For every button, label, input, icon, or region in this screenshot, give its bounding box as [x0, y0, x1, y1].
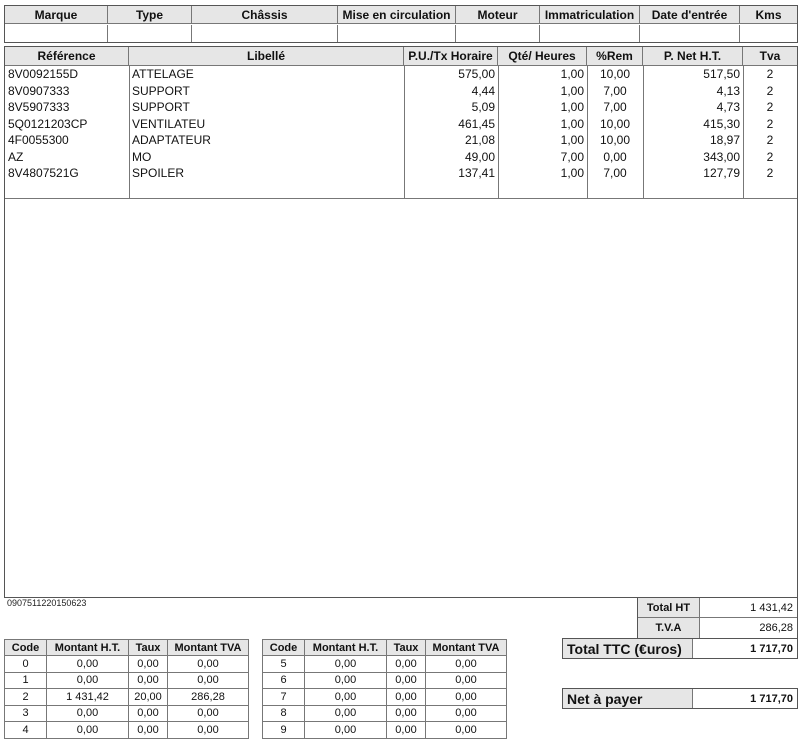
line-net: 18,97: [709, 133, 740, 147]
vat-cell: 2: [5, 689, 47, 706]
col-net: P. Net H.T.: [643, 47, 743, 65]
total-ht-value: 1 431,42: [750, 602, 793, 614]
col-libelle: Libellé: [129, 47, 404, 65]
vat-row: [263, 705, 507, 722]
vat-col-code: Code: [263, 640, 305, 656]
vat-cell: 0,00: [305, 689, 387, 706]
line-item-row: [5, 132, 797, 149]
line-tva: 2: [766, 166, 774, 180]
line-item-row: [5, 83, 797, 100]
vat-cell: 0,00: [305, 672, 387, 689]
line-label: MO: [132, 149, 152, 164]
vat-cell: 0,00: [305, 705, 387, 722]
line-label: ADAPTATEUR: [132, 133, 211, 147]
net-a-payer-value: 1 717,70: [750, 692, 793, 705]
line-tva: 2: [766, 116, 774, 131]
vat-cell: 7: [263, 689, 305, 706]
vat-cell: 20,00: [129, 689, 168, 706]
line-item-row: [5, 99, 797, 116]
line-net: 343,00: [703, 149, 740, 164]
total-ht-label: Total HT: [638, 598, 700, 617]
line-tva: 2: [766, 149, 774, 164]
vat-row: [5, 722, 249, 739]
vat-cell: 0,00: [129, 672, 168, 689]
line-net: 4,73: [716, 100, 740, 114]
total-tva-row: [638, 618, 797, 638]
line-ref: 8V5907333: [8, 100, 70, 114]
line-ref: 8V0092155D: [8, 67, 79, 81]
value-type: [108, 25, 192, 42]
value-kms: [740, 25, 797, 42]
vehicle-info-table: [4, 5, 798, 43]
line-ref: AZ: [8, 149, 24, 164]
line-tva: 2: [766, 133, 774, 147]
line-label: ATTELAGE: [132, 67, 194, 81]
vat-cell: 3: [5, 705, 47, 722]
line-qty: 1,00: [560, 67, 584, 81]
vat-cell: 0,00: [387, 689, 426, 706]
net-a-payer-label: Net à payer: [563, 689, 693, 708]
vat-cell: 0,00: [168, 722, 249, 739]
line-rem: 7,00: [603, 166, 627, 180]
vat-row: [263, 656, 507, 673]
line-rem: 10,00: [599, 116, 631, 131]
total-ttc-box: [562, 638, 798, 659]
net-a-payer-box: [562, 688, 798, 709]
value-marque: [5, 25, 108, 42]
vat-cell: 0,00: [129, 656, 168, 673]
line-pu: 4,44: [471, 83, 495, 98]
line-item-row: [5, 165, 797, 182]
vat-cell: 0,00: [387, 722, 426, 739]
line-net: 415,30: [703, 116, 740, 131]
vat-cell: 0,00: [426, 672, 507, 689]
vat-col-montant-tva: Montant TVA: [426, 640, 507, 656]
vat-cell: 0,00: [168, 672, 249, 689]
line-ref: 4F0055300: [8, 133, 69, 147]
line-pu: 461,45: [458, 116, 495, 131]
line-label: VENTILATEU: [132, 116, 206, 131]
line-tva: 2: [766, 100, 774, 114]
lines-body: [5, 66, 797, 199]
total-ht-row: [638, 598, 797, 618]
vat-cell: 0,00: [47, 656, 129, 673]
vat-cell: 5: [263, 656, 305, 673]
vat-row: [263, 722, 507, 739]
vat-row: [5, 689, 249, 706]
vat-cell: 1: [5, 672, 47, 689]
vat-cell: 0,00: [387, 672, 426, 689]
vat-cell: 6: [263, 672, 305, 689]
header-type: Type: [108, 6, 192, 23]
line-net: 517,50: [703, 67, 740, 81]
vat-cell: 0,00: [426, 689, 507, 706]
line-pu: 21,08: [464, 133, 495, 147]
line-item-row: [5, 116, 797, 133]
vat-cell: 0,00: [387, 656, 426, 673]
col-rem: %Rem: [587, 47, 643, 65]
value-mise-en-circulation: [338, 25, 456, 42]
header-mise-en-circulation: Mise en circulation: [338, 6, 456, 23]
header-marque: Marque: [5, 6, 108, 23]
vehicle-header-row: [5, 6, 797, 24]
line-qty: 1,00: [560, 116, 584, 131]
vat-col-montant-tva: Montant TVA: [168, 640, 249, 656]
vehicle-value-row: [5, 25, 797, 42]
line-pu: 5,09: [471, 100, 495, 114]
line-rem: 0,00: [603, 149, 627, 164]
line-ref: 8V4807521G: [8, 166, 79, 180]
vat-row: [263, 689, 507, 706]
line-item-row: [5, 66, 797, 83]
invoice-lines-table: [4, 46, 798, 598]
totals-box: [637, 597, 798, 639]
col-tva: Tva: [759, 49, 781, 63]
vat-col-montant-ht: Montant H.T.: [47, 640, 129, 656]
vat-cell: 0: [5, 656, 47, 673]
vat-row: [5, 656, 249, 673]
line-pu: 137,41: [458, 166, 495, 180]
line-net: 127,79: [703, 166, 740, 180]
vat-col-taux: Taux: [387, 640, 426, 656]
header-date-entree: Date d'entrée: [640, 6, 740, 23]
col-reference: Référence: [5, 47, 129, 65]
line-tva: 2: [766, 67, 774, 81]
value-moteur: [456, 25, 540, 42]
total-ttc-value: 1 717,70: [750, 642, 793, 655]
value-immatriculation: [540, 25, 640, 42]
vat-cell: 0,00: [168, 705, 249, 722]
line-qty: 1,00: [560, 83, 584, 98]
line-label: SUPPORT: [132, 100, 190, 114]
vat-row: [5, 705, 249, 722]
line-rem: 10,00: [599, 133, 631, 147]
line-item-row: [5, 149, 797, 166]
vat-cell: 0,00: [426, 705, 507, 722]
header-chassis: Châssis: [192, 6, 338, 23]
vat-cell: 286,28: [168, 689, 249, 706]
vat-cell: 0,00: [129, 705, 168, 722]
vat-cell: 0,00: [305, 656, 387, 673]
line-rem: 10,00: [599, 67, 631, 81]
vat-cell: 0,00: [168, 656, 249, 673]
line-label: SPOILER: [132, 166, 185, 180]
vat-row: [5, 672, 249, 689]
vat-row: [263, 672, 507, 689]
line-pu: 575,00: [458, 67, 495, 81]
vat-col-code: Code: [5, 640, 47, 656]
line-tva: 2: [766, 83, 774, 98]
vat-col-montant-ht: Montant H.T.: [305, 640, 387, 656]
line-net: 4,13: [716, 83, 740, 98]
lines-header-row: [5, 47, 797, 66]
vat-cell: 0,00: [47, 705, 129, 722]
vat-cell: 0,00: [129, 722, 168, 739]
line-rem: 7,00: [603, 100, 627, 114]
vat-cell: 8: [263, 705, 305, 722]
line-label: SUPPORT: [132, 83, 190, 98]
vat-cell: 9: [263, 722, 305, 739]
line-rem: 7,00: [603, 83, 627, 98]
header-kms: Kms: [755, 8, 782, 22]
vat-cell: 0,00: [426, 722, 507, 739]
document-number: 0907511220150623: [7, 598, 87, 608]
vat-cell: 4: [5, 722, 47, 739]
vat-cell: 0,00: [305, 722, 387, 739]
header-immatriculation: Immatriculation: [540, 6, 640, 23]
total-tva-value: 286,28: [759, 622, 793, 634]
vat-cell: 0,00: [426, 656, 507, 673]
line-ref: 8V0907333: [8, 83, 70, 98]
header-moteur: Moteur: [456, 6, 540, 23]
vat-codes-table-right: [262, 639, 507, 739]
line-qty: 1,00: [560, 133, 584, 147]
line-pu: 49,00: [464, 149, 495, 164]
vat-col-taux: Taux: [129, 640, 168, 656]
vat-cell: 1 431,42: [47, 689, 129, 706]
line-qty: 1,00: [560, 166, 584, 180]
line-qty: 7,00: [560, 149, 584, 164]
col-qty: Qté/ Heures: [498, 47, 587, 65]
col-pu: P.U./Tx Horaire: [404, 47, 498, 65]
value-date-entree: [640, 25, 740, 42]
vat-cell: 0,00: [47, 722, 129, 739]
line-ref: 5Q0121203CP: [8, 116, 88, 131]
total-ttc-label: Total TTC (€uros): [563, 639, 693, 658]
vat-codes-table-left: [4, 639, 249, 739]
line-qty: 1,00: [560, 100, 584, 114]
total-tva-label: T.V.A: [638, 618, 700, 638]
vat-cell: 0,00: [47, 672, 129, 689]
value-chassis: [192, 25, 338, 42]
vat-cell: 0,00: [387, 705, 426, 722]
